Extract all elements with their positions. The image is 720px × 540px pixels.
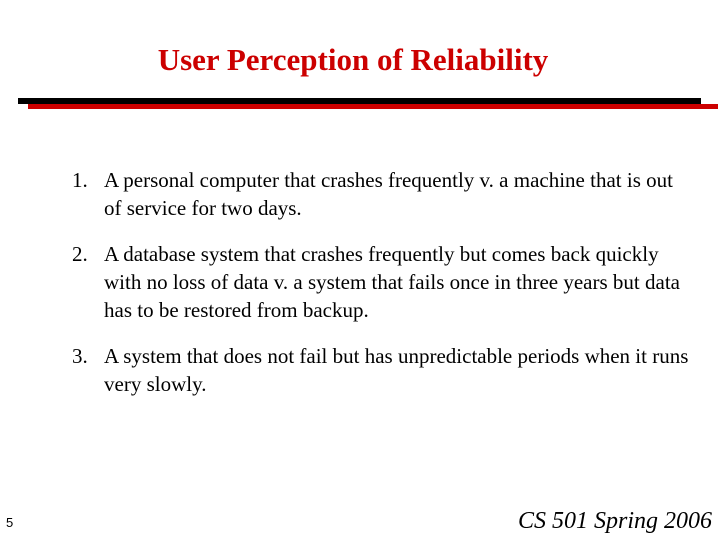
list-item-text: A personal computer that crashes frequently v. a machine that is out of service for two days. xyxy=(104,168,673,220)
list-item-number: 2. xyxy=(72,242,88,266)
title-rule-red xyxy=(28,104,718,109)
numbered-list xyxy=(72,166,692,416)
list-item-text: A system that does not fail but has unpredictable periods when it runs very slowly. xyxy=(104,344,689,396)
course-footer: CS 501 Spring 2006 xyxy=(517,508,712,534)
list-item-number: 1. xyxy=(72,168,88,192)
list-item-number: 3. xyxy=(72,344,88,368)
list-item xyxy=(72,166,692,222)
list-item-text: A database system that crashes frequently but comes back quickly with no loss of data v. a system that fails once in three years but data has to be restored from backup. xyxy=(104,242,680,322)
list-item xyxy=(72,342,692,398)
list-item xyxy=(72,240,692,324)
slide-number: 5 xyxy=(6,515,14,530)
slide-title: User Perception of Reliability xyxy=(157,42,549,77)
